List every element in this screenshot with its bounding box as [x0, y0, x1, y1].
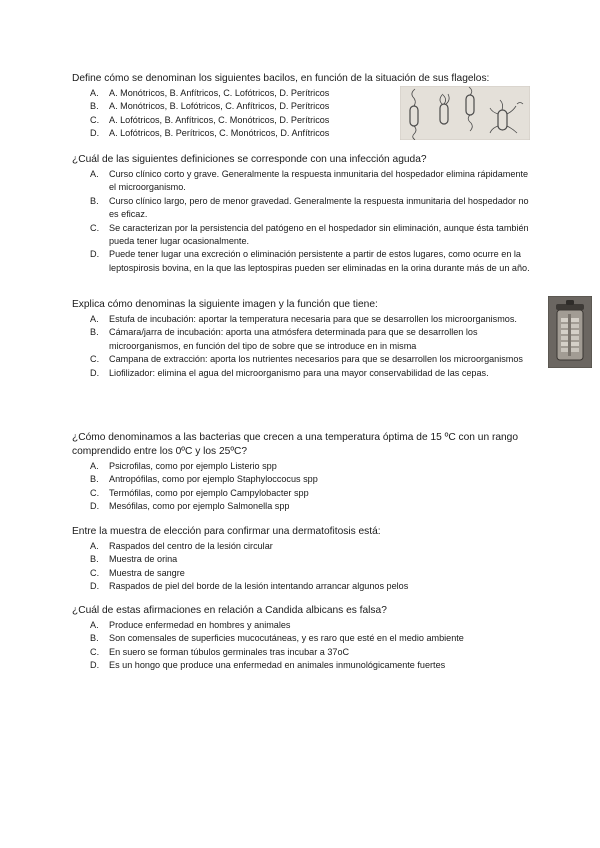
option-a[interactable]: [72, 313, 532, 326]
option-b[interactable]: [72, 632, 532, 645]
option-text: Liofilizador: elimina el agua del microorganismo para una mayor conservabilidad de las cepas.: [109, 367, 489, 378]
option-d[interactable]: [72, 367, 532, 380]
option-text: Campana de extracción: aporta los nutrientes necesarios para que se desarrollen los microorganismos: [109, 354, 523, 365]
options-list: [72, 460, 532, 514]
option-letter: D.: [90, 128, 100, 139]
question-stem: ¿Cuál de estas afirmaciones en relación a Candida albicans es falsa?: [72, 605, 387, 616]
option-text: A. Monótricos, B. Anfítricos, C. Lofótricos, D. Perítricos: [109, 88, 330, 98]
question-4: [72, 431, 532, 514]
option-letter: C.: [90, 114, 100, 125]
option-c[interactable]: [72, 487, 532, 500]
option-text: A. Lofótricos, B. Anfítricos, C. Monótricos, D. Perítricos: [109, 114, 330, 125]
option-letter: D.: [90, 367, 100, 378]
question-stem: Define cómo se denominan los siguientes bacilos, en función de la situación de sus flagelos:: [72, 73, 490, 84]
option-text: Curso clínico largo, pero de menor gravedad. Generalmente la respuesta inmunitaria del hospedador no es eficaz.: [109, 195, 529, 220]
question-stem: Explica cómo denominas la siguiente imagen y la función que tiene:: [72, 299, 378, 310]
option-c[interactable]: [72, 222, 532, 249]
option-d[interactable]: [72, 580, 532, 593]
option-a[interactable]: [72, 460, 532, 473]
option-text: A. Lofótricos, B. Perítricos, C. Monótricos, D. Anfítricos: [109, 128, 330, 139]
option-letter: C.: [90, 567, 100, 578]
incubation-jar-icon: [548, 296, 592, 368]
option-text: Muestra de orina: [109, 554, 178, 565]
question-5: [72, 525, 532, 594]
option-letter: A.: [90, 314, 99, 324]
option-text: Antropófilas, como por ejemplo Staphyloccocus spp: [109, 474, 318, 485]
option-text: Raspados de piel del borde de la lesión intentando arrancar algunos pelos: [109, 581, 409, 592]
option-letter: A.: [90, 88, 99, 98]
option-text: Son comensales de superficies mucocutáneas, y es raro que esté en el medio ambiente: [109, 633, 464, 644]
option-text: Raspados del centro de la lesión circular: [109, 541, 273, 551]
option-a[interactable]: [72, 540, 532, 553]
option-letter: A.: [90, 620, 99, 630]
option-text: Puede tener lugar una excreción o eliminación persistente a partir de estos lugares, como ocurre en la leptospirosis bovina, en la que las leptospiras pueden ser eliminadas en la orina durante más de un año.: [109, 249, 530, 273]
option-d[interactable]: [72, 248, 532, 275]
question-stem: ¿Cómo denominamos a las bacterias que crecen a una temperatura óptima de 15 ºC con un rango comprendido entre los 0ºC y los 25ºC?: [72, 432, 518, 457]
option-c[interactable]: [72, 567, 532, 580]
option-d[interactable]: [72, 659, 532, 672]
incubation-jar-image: [548, 296, 592, 368]
option-text: Estufa de incubación: aportar la temperatura necesaria para que se desarrollen los microorganismos.: [109, 314, 517, 324]
option-letter: C.: [90, 354, 100, 365]
options-list: [72, 168, 532, 275]
option-b[interactable]: [72, 195, 532, 222]
option-letter: B.: [90, 554, 99, 565]
option-letter: D.: [90, 581, 100, 592]
option-letter: C.: [90, 646, 100, 657]
options-list: [72, 540, 532, 594]
option-letter: D.: [90, 249, 100, 260]
option-letter: B.: [90, 101, 99, 112]
options-list: [72, 619, 532, 673]
option-letter: B.: [90, 474, 99, 485]
option-letter: B.: [90, 327, 99, 338]
option-text: Es un hongo que produce una enfermedad en animales inmunológicamente fuertes: [109, 660, 446, 671]
bacilli-flagella-icon: [400, 86, 530, 140]
option-text: Curso clínico corto y grave. Generalmente la respuesta inmunitaria del hospedador elimina rápidamente el microorganismo.: [109, 169, 529, 193]
option-letter: C.: [90, 222, 100, 233]
option-a[interactable]: [72, 619, 532, 632]
option-letter: A.: [90, 169, 99, 179]
option-letter: B.: [90, 195, 99, 206]
options-list: [72, 313, 532, 380]
option-text: Psicrofilas, como por ejemplo Listerio spp: [109, 461, 277, 471]
option-text: Se caracterizan por la persistencia del patógeno en el hospedador sin eliminación, aunque ésta también pueda tener lugar ocasionalmente.: [109, 222, 529, 247]
bacilli-flagella-image: [400, 86, 530, 140]
question-stem: Entre la muestra de elección para confirmar una dermatofitosis está:: [72, 526, 381, 537]
question-stem: ¿Cuál de las siguientes definiciones se corresponde con una infección aguda?: [72, 154, 427, 165]
option-c[interactable]: [72, 353, 532, 366]
option-text: A. Monótricos, B. Lofótricos, C. Anfítricos, D. Perítricos: [109, 101, 330, 112]
option-text: Mesófilas, como por ejemplo Salmonella spp: [109, 501, 290, 512]
question-6: [72, 604, 532, 673]
option-letter: B.: [90, 633, 99, 644]
option-text: Muestra de sangre: [109, 567, 185, 578]
option-text: Termófilas, como por ejemplo Campylobacter spp: [109, 487, 309, 498]
option-b[interactable]: [72, 326, 532, 353]
option-d[interactable]: [72, 500, 532, 513]
question-3: [72, 298, 532, 380]
option-letter: C.: [90, 487, 100, 498]
option-text: Cámara/jarra de incubación: aporta una atmósfera determinada para que se desarrollen los microorganismos, en función del tipo de sobre que se introduce en in misma: [109, 327, 478, 351]
question-2: [72, 153, 532, 275]
option-a[interactable]: [72, 168, 532, 195]
option-b[interactable]: [72, 553, 532, 566]
option-c[interactable]: [72, 646, 532, 659]
option-letter: D.: [90, 660, 100, 671]
option-text: Produce enfermedad en hombres y animales: [109, 620, 291, 630]
option-letter: A.: [90, 541, 99, 551]
option-letter: A.: [90, 461, 99, 471]
option-text: En suero se forman túbulos germinales tras incubar a 37oC: [109, 646, 350, 657]
option-letter: D.: [90, 501, 100, 512]
option-b[interactable]: [72, 473, 532, 486]
